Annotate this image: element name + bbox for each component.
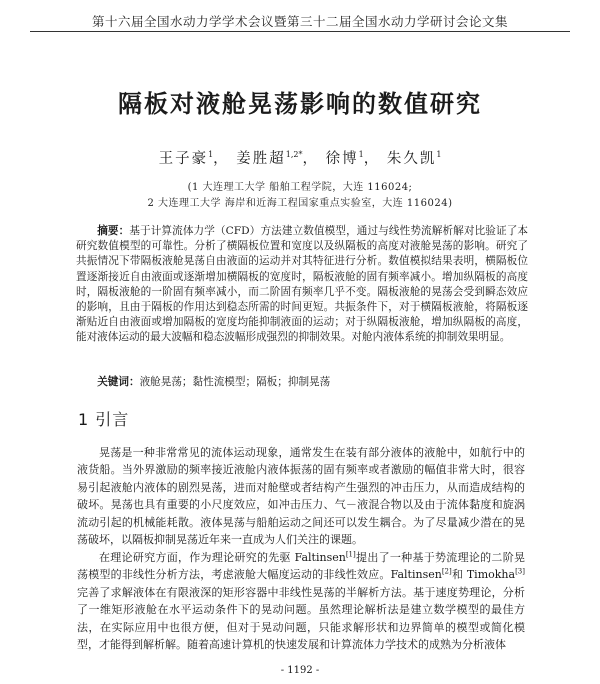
abstract xyxy=(76,224,528,346)
keywords xyxy=(76,375,528,390)
author-affil-mark: 1 xyxy=(358,150,364,160)
citation-ref[interactable]: [1] xyxy=(345,550,356,559)
author-affil-mark: 1 xyxy=(436,150,442,160)
citation-ref[interactable]: [2] xyxy=(441,567,452,576)
section-heading: 1 引言 xyxy=(78,410,130,429)
paragraph-text: 提出了一种基于势流理论的二阶晃荡模型的非线性分析方法，考虑液舱大幅度运动的非线性效应。Faltinsen xyxy=(77,551,525,582)
running-header: 第十六届全国水动力学学术会议暨第三十二届全国水动力学研讨会论文集 xyxy=(91,14,508,29)
author-name: 王子豪 xyxy=(158,151,209,167)
keywords-text: 液舱晃荡；黏性流模型；隔板；抑制晃荡 xyxy=(139,376,331,388)
author-name: 朱久凯 xyxy=(386,151,437,167)
header-rule xyxy=(30,31,570,32)
page-number: - 1192 - xyxy=(280,665,320,676)
author-name: 姜胜超 xyxy=(236,151,286,167)
body-paragraph xyxy=(77,549,525,653)
citation-ref[interactable]: [3] xyxy=(515,567,525,576)
abstract-text: 基于计算流体力学（CFD）方法建立数值模型，通过与线性势流解析解对比验证了本研究数值模型的可靠性。分析了横隔板位置和宽度以及纵隔板的高度对液舱晃荡的影响。研究了共振情况下带隔板液舱晃荡自由液面的运动并对其特征进行分析。数值模拟结果表明，横隔板位置逐渐接近自由液面或逐渐增加横隔板的宽度时，隔板液舱的固有频率减小。增加纵隔板的高度时，隔板液舱的一阶固有频率减小，而二阶固有频率几乎不变。隔板液舱的晃荡会受到瞬态效应的影响，且由于隔板的作用达到稳态所需的时间更短。共振条件下，对于横隔板液舱，将隔板逐渐贴近自由液面或增加隔板的宽度均能抑制液面的运动；对于纵隔板液舱，增加纵隔板的高度，能对液体运动的最大波幅和稳态波幅形成强烈的抑制效果。对舱内液体系统的抑制效果明显。 xyxy=(76,225,528,344)
abstract-label: 摘要： xyxy=(97,225,130,237)
affiliation-line: 2 大连理工大学 海岸和近海工程国家重点实验室，大连 116024) xyxy=(147,198,453,209)
author-list xyxy=(0,147,600,168)
paragraph-text: 在理论研究方面，作为理论研究的先驱 Faltinsen xyxy=(99,551,346,564)
author-separator: ， xyxy=(302,151,320,167)
author-affil-mark: 1,2* xyxy=(285,150,303,160)
author-name: 徐博 xyxy=(325,151,359,167)
paragraph-text: 和 Timokha xyxy=(451,568,516,582)
keywords-label: 关键词： xyxy=(97,376,140,388)
affiliation-line: (1 大连理工大学 船舶工程学院，大连 116024; xyxy=(187,182,413,193)
body-paragraph: 晃荡是一种非常常见的流体运动现象，通常发生在装有部分液体的液舱中，如航行中的液货船。当外界激励的频率接近液舱内液体振荡的固有频率或者激励的幅值非常大时，很容易引起液舱内液体的剧烈晃荡，进而对舱壁或者结构产生强烈的冲击压力，从而造成结构的破坏。晃荡也具有重要的小尺度效应，如冲击压力、气－液混合物以及由于流体黏度和旋涡流动引起的机械能耗散。液体晃荡与船舶运动之间还可以发生耦合。为了尽量减少潜在的晃荡破坏，以隔板抑制晃荡近年来一直成为人们关注的课题。 xyxy=(77,446,525,547)
paragraph-text: 完善了求解液体在有限液深的矩形容器中非线性晃荡的半解析方法。基于速度势理论，分析了一维矩形液舱在水平运动条件下的晃动问题。虽然理论解析法是建立数学模型的最佳方法，在实际应用中也很方便，但对于晃动问题，只能求解形状和边界简单的模型或简化模型，才能得到解析解。随着高速计算机的快速发展和计算流体力学技术的成熟为分析液体 xyxy=(77,585,525,652)
author-separator: ， xyxy=(213,151,230,167)
author-affil-mark: 1 xyxy=(208,150,214,160)
paper-title: 隔板对液舱晃荡影响的数值研究 xyxy=(118,90,482,118)
author-separator: ， xyxy=(363,151,381,167)
